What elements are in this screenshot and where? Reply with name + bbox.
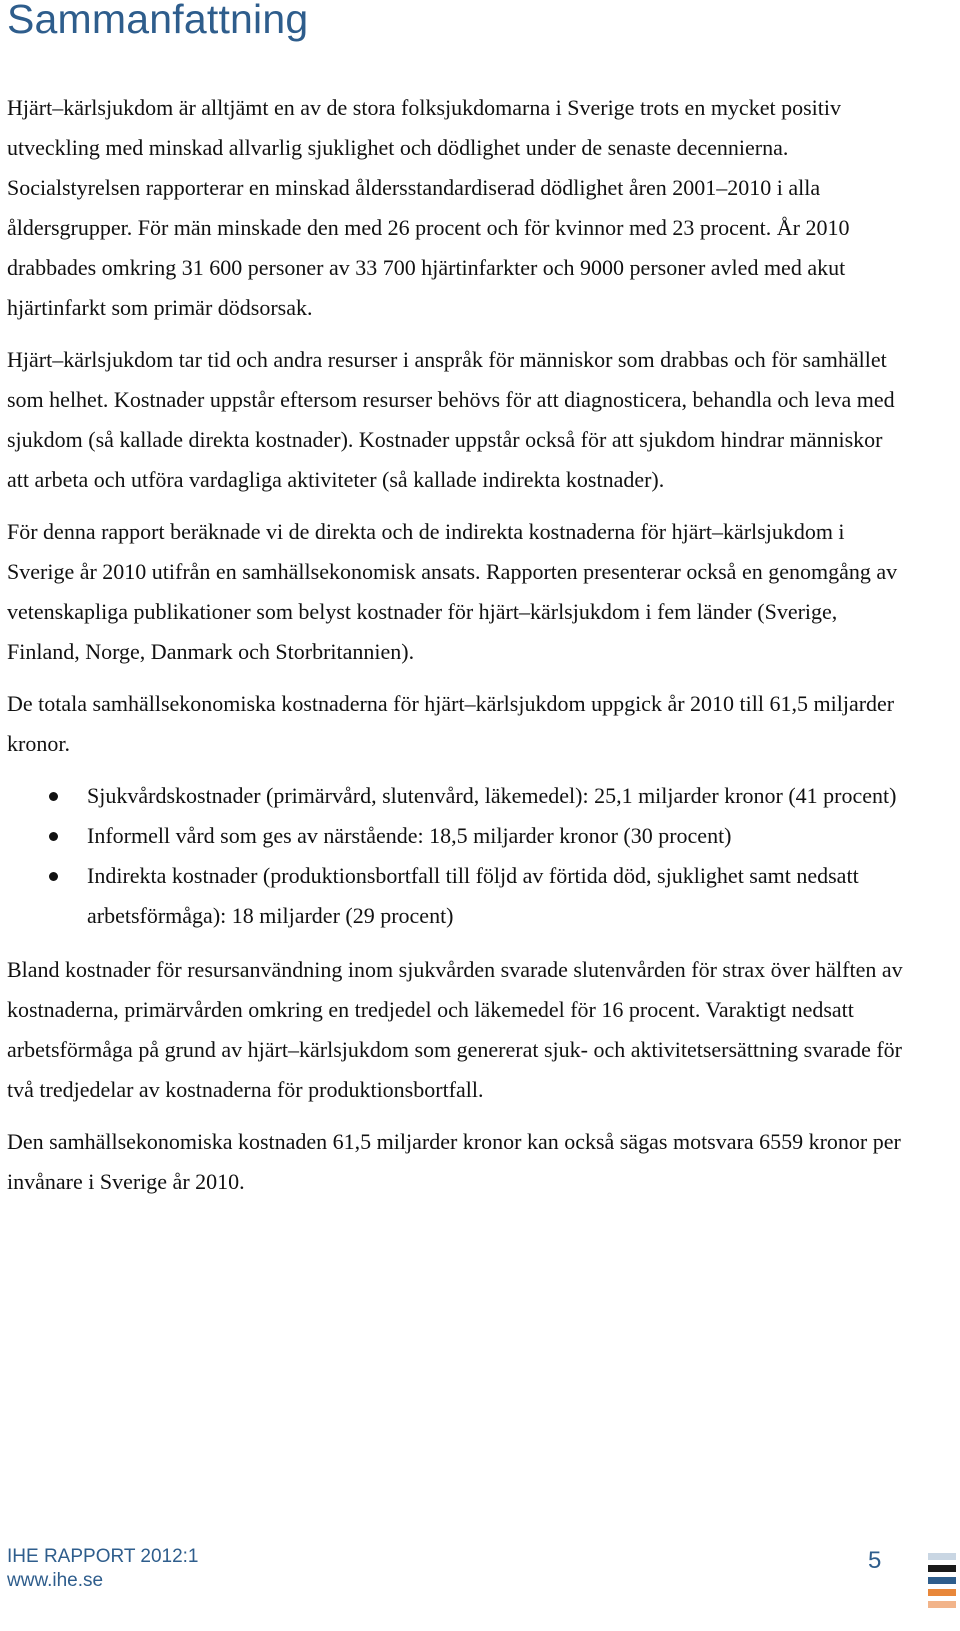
brand-stripe [928,1601,956,1608]
list-item-text: Informell vård som ges av närstående: 18,5 miljarder kronor (30 procent) [87,823,732,848]
list-item [7,856,907,936]
list-item-text: Sjukvårdskostnader (primärvård, slutenvård, läkemedel): 25,1 miljarder kronor (41 procent) [87,783,897,808]
list-item [7,816,907,856]
summary-body [7,88,907,1214]
bullet-icon [49,832,58,841]
brand-stripe [928,1589,956,1596]
paragraph-costs-definition: Hjärt–kärlsjukdom tar tid och andra resurser i anspråk för människor som drabbas och för samhället som helhet. Kostnader uppstår eftersom resurser behövs för att diagnosticera, behandla och leva med sjukdom (så kallade direkta kostnader). Kostnader uppstår också för att sjukdom hindrar människor att arbeta och utföra vardagliga aktiviteter (så kallade indirekta kostnader). [7,347,895,492]
list-item-text: Indirekta kostnader (produktionsbortfall till följd av förtida död, sjuklighet samt nedsatt arbetsförmåga): 18 miljarder (29 procent) [87,863,859,928]
list-item [7,776,907,816]
page-number: 5 [868,1547,882,1574]
paragraph-resource-use: Bland kostnader för resursanvändning inom sjukvården svarade slutenvården för strax över hälften av kostnaderna, primärvården omkring en tredjedel och läkemedel för 16 procent. Varaktigt nedsatt arbetsförmåga på grund av hjärt–kärlsjukdom som genererat sjuk- och aktivitetsersättning svarade för två tredjedelar av kostnaderna för produktionsbortfall. [7,957,903,1102]
brand-stripes-decoration [928,1553,956,1613]
paragraph-intro: Hjärt–kärlsjukdom är alltjämt en av de stora folksjukdomarna i Sverige trots en mycket positiv utveckling med minskad allvarlig sjuklighet och dödlighet under de senaste decennierna. Socialstyrelsen rapporterar en minskad åldersstandardiserad dödlighet åren 2001–2010 i alla åldersgrupper. För män minskade den med 26 procent och för kvinnor med 23 procent. År 2010 drabbades omkring 31 600 personer av 33 700 hjärtinfarkter och 9000 personer avled med akut hjärtinfarkt som primär dödsorsak. [7,95,850,320]
footer [7,1545,199,1593]
footer-report-name: IHE RAPPORT 2012:1 [7,1546,199,1567]
cost-breakdown-list [7,776,907,936]
brand-stripe [928,1553,956,1560]
brand-stripe [928,1565,956,1572]
page-title: Sammanfattning [7,0,309,42]
bullet-icon [49,792,58,801]
paragraph-per-capita: Den samhällsekonomiska kostnaden 61,5 miljarder kronor kan också sägas motsvara 6559 kronor per invånare i Sverige år 2010. [7,1129,901,1194]
paragraph-total-costs: De totala samhällsekonomiska kostnaderna för hjärt–kärlsjukdom uppgick år 2010 till 61,5 miljarder kronor. [7,691,895,756]
footer-website-link[interactable]: www.ihe.se [7,1570,104,1591]
paragraph-method: För denna rapport beräknade vi de direkta och de indirekta kostnaderna för hjärt–kärlsjukdom i Sverige år 2010 utifrån en samhällsekonomisk ansats. Rapporten presenterar också en genomgång av vetenskapliga publikationer som belyst kostnader för hjärt–kärlsjukdom i fem länder (Sverige, Finland, Norge, Danmark och Storbritannien). [7,519,898,664]
bullet-icon [49,872,58,881]
brand-stripe [928,1577,956,1584]
